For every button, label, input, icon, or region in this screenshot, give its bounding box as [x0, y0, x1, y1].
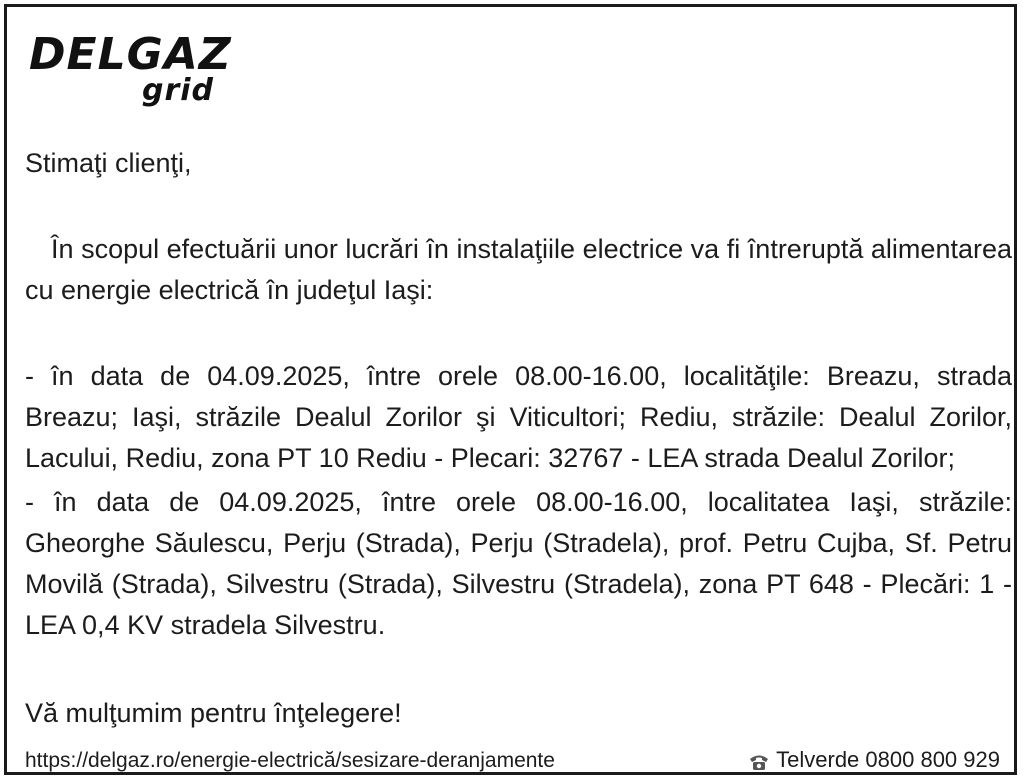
footer-url[interactable]: https://delgaz.ro/energie-electrică/sesizare-deranjamente	[25, 749, 555, 772]
outage-item: - în data de 04.09.2025, între orele 08.00-16.00, localităţile: Breazu, strada Breazu; Iaşi, străzile Dealul Zorilor şi Viticultori; Rediu, străzile: Dealul Zorilor, Lacului, Rediu, zona PT 10 Rediu - Plecari: 32767 - LEA strada Dealul Zorilor;	[25, 361, 1012, 473]
phone-icon	[748, 751, 770, 769]
phone-text: Telverde 0800 800 929	[776, 747, 1000, 772]
intro-paragraph: În scopul efectuării unor lucrări în instalaţiile electrice va fi întreruptă alimentarea cu energie electrică în judeţul Iaşi:	[25, 234, 1012, 305]
logo-sub: grid	[142, 73, 215, 108]
outage-item: - în data de 04.09.2025, între orele 08.00-16.00, localitatea Iaşi, străzile: Gheorghe Săulescu, Perju (Strada), Perju (Stradela), prof. Petru Cujba, Sf. Petru Movilă (Strada), Silvestru (Strada), Silvestru (Stradela), zona PT 648 - Plecări: 1 - LEA 0,4 KV stradela Silvestru.	[25, 487, 1012, 640]
notice-frame	[4, 4, 1017, 775]
footer-phone	[748, 747, 1000, 773]
delgaz-grid-logo	[29, 29, 232, 111]
thanks-line: Vă mulţumim pentru înţelegere!	[25, 698, 402, 728]
greeting: Stimaţi clienţi,	[25, 148, 192, 178]
logo-brand: DELGAZ	[29, 29, 232, 80]
